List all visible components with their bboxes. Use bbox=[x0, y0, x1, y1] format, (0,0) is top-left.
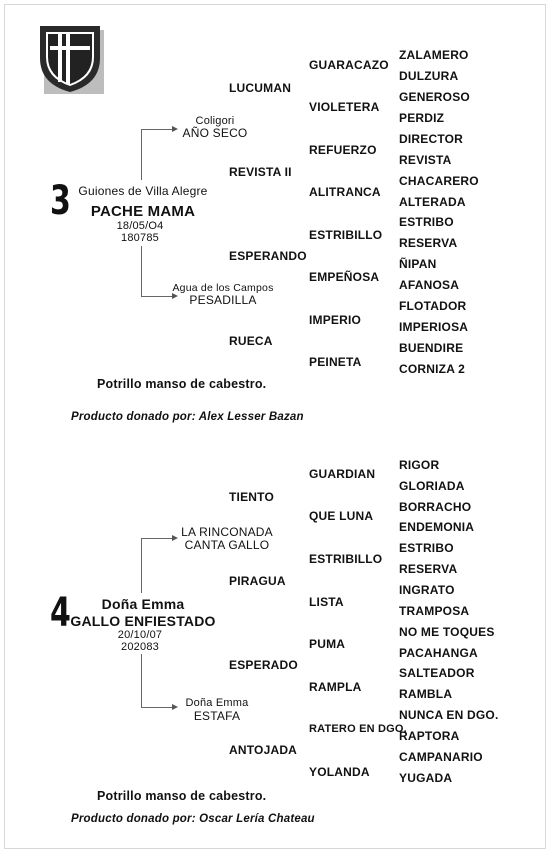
ancestor: NO ME TOQUES bbox=[399, 625, 495, 639]
grandparent: REVISTA II bbox=[229, 165, 292, 179]
grandparent: PIRAGUA bbox=[229, 574, 286, 588]
ancestor: GENEROSO bbox=[399, 90, 470, 104]
ancestor: CORNIZA 2 bbox=[399, 362, 466, 376]
ancestor: RESERVA bbox=[399, 562, 458, 576]
horse-name: GALLO ENFIESTADO bbox=[70, 613, 216, 629]
great-grandparent: YOLANDA bbox=[309, 765, 370, 779]
horse-breeder: Guiones de Villa Alegre bbox=[78, 184, 208, 198]
grandparent: ESPERADO bbox=[229, 658, 298, 672]
great-grandparent: ESTRIBILLO bbox=[309, 552, 383, 566]
donor-credit: Producto donado por: Oscar Lería Chateau bbox=[71, 813, 315, 825]
sire-name: AÑO SECO bbox=[182, 126, 248, 140]
ancestor: DIRECTOR bbox=[399, 132, 464, 146]
ancestor: PACAHANGA bbox=[399, 646, 478, 660]
bracket-line bbox=[141, 246, 142, 297]
bracket-line bbox=[141, 707, 173, 708]
great-grandparent: EMPEÑOSA bbox=[309, 270, 380, 284]
ancestor: ZALAMERO bbox=[399, 48, 469, 62]
ancestor: NUNCA EN DGO. bbox=[399, 708, 499, 722]
grandparent: ESPERANDO bbox=[229, 249, 307, 263]
description-note: Potrillo manso de cabestro. bbox=[97, 789, 267, 803]
ancestor: AFANOSA bbox=[399, 278, 460, 292]
great-grandparent: RAMPLA bbox=[309, 680, 362, 694]
ancestor: RAMBLA bbox=[399, 687, 453, 701]
donor-credit: Producto donado por: Alex Lesser Bazan bbox=[71, 411, 304, 423]
ancestor: GLORIADA bbox=[399, 479, 465, 493]
ancestor: DULZURA bbox=[399, 69, 459, 83]
ancestor: ALTERADA bbox=[399, 195, 466, 209]
description-note: Potrillo manso de cabestro. bbox=[97, 377, 267, 391]
shield-logo bbox=[36, 24, 106, 94]
ancestor: INGRATO bbox=[399, 583, 455, 597]
great-grandparent: REFUERZO bbox=[309, 143, 377, 157]
ancestor: SALTEADOR bbox=[399, 666, 475, 680]
arrow-icon bbox=[172, 535, 178, 541]
bracket-line bbox=[141, 538, 142, 593]
horse-registry: 202083 bbox=[121, 641, 159, 653]
great-grandparent: PUMA bbox=[309, 637, 346, 651]
ancestor: RAPTORA bbox=[399, 729, 460, 743]
dam-breeder: Agua de los Campos bbox=[172, 282, 274, 294]
arrow-icon bbox=[172, 704, 178, 710]
grandparent: ANTOJADA bbox=[229, 743, 298, 757]
lot-number: 4 bbox=[50, 590, 72, 636]
grandparent: LUCUMAN bbox=[229, 81, 292, 95]
ancestor: ESTRIBO bbox=[399, 215, 454, 229]
ancestor: BORRACHO bbox=[399, 500, 472, 514]
great-grandparent: RATERO EN DGO. bbox=[309, 723, 407, 735]
ancestor: RESERVA bbox=[399, 236, 458, 250]
dam-name: PESADILLA bbox=[189, 293, 257, 307]
sire-breeder: Coligori bbox=[195, 115, 235, 127]
bracket-line bbox=[141, 129, 142, 180]
great-grandparent: ALITRANCA bbox=[309, 185, 381, 199]
ancestor: YUGADA bbox=[399, 771, 453, 785]
sire-breeder: LA RINCONADA bbox=[181, 525, 273, 539]
bracket-line bbox=[141, 129, 173, 130]
great-grandparent: VIOLETERA bbox=[309, 100, 380, 114]
horse-birth-date: 18/05/O4 bbox=[116, 220, 164, 232]
ancestor: RIGOR bbox=[399, 458, 440, 472]
great-grandparent: QUE LUNA bbox=[309, 509, 374, 523]
ancestor: REVISTA bbox=[399, 153, 452, 167]
dam-breeder: Doña Emma bbox=[185, 697, 249, 709]
great-grandparent: PEINETA bbox=[309, 355, 362, 369]
arrow-icon bbox=[172, 126, 178, 132]
ancestor: TRAMPOSA bbox=[399, 604, 470, 618]
grandparent: TIENTO bbox=[229, 490, 274, 504]
bracket-line bbox=[141, 296, 173, 297]
lot-number: 3 bbox=[50, 178, 72, 224]
ancestor: PERDIZ bbox=[399, 111, 445, 125]
ancestor: IMPERIOSA bbox=[399, 320, 469, 334]
horse-breeder: Doña Emma bbox=[101, 596, 185, 612]
ancestor: FLOTADOR bbox=[399, 299, 467, 313]
sire-name: CANTA GALLO bbox=[184, 538, 270, 552]
bracket-line bbox=[141, 654, 142, 708]
great-grandparent: GUARACAZO bbox=[309, 58, 389, 72]
ancestor: ÑIPAN bbox=[399, 257, 437, 271]
grandparent: RUECA bbox=[229, 334, 273, 348]
ancestor: CAMPANARIO bbox=[399, 750, 483, 764]
ancestor: BUENDIRE bbox=[399, 341, 464, 355]
page-frame bbox=[4, 4, 546, 849]
great-grandparent: GUARDIAN bbox=[309, 467, 376, 481]
great-grandparent: LISTA bbox=[309, 595, 344, 609]
dam-name: ESTAFA bbox=[193, 709, 241, 723]
great-grandparent: ESTRIBILLO bbox=[309, 228, 383, 242]
horse-birth-date: 20/10/07 bbox=[117, 629, 163, 641]
bracket-line bbox=[141, 538, 173, 539]
ancestor: ESTRIBO bbox=[399, 541, 454, 555]
horse-registry: 180785 bbox=[121, 232, 159, 244]
horse-name: PACHE MAMA bbox=[90, 203, 196, 220]
great-grandparent: IMPERIO bbox=[309, 313, 362, 327]
ancestor: ENDEMONIA bbox=[399, 520, 475, 534]
ancestor: CHACARERO bbox=[399, 174, 479, 188]
